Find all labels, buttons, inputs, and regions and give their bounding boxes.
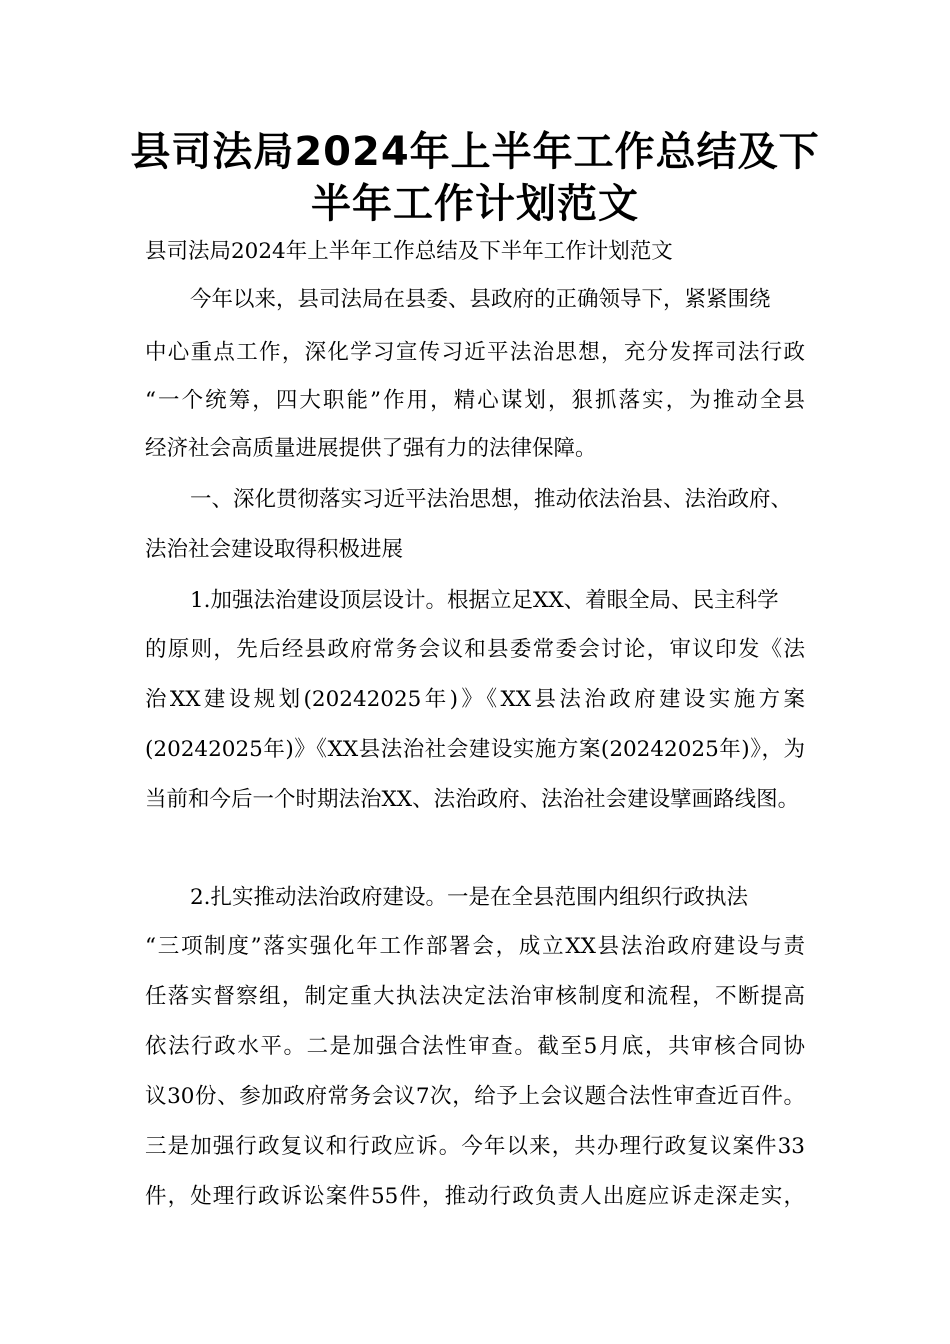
paragraph-line: 当前和今后一个时期法治XX、法治政府、法治社会建设擘画路线图。 (145, 787, 800, 812)
document-title-line-1: 县司法局2024年上半年工作总结及下 (130, 129, 820, 175)
paragraph-line: 治XX建设规划(20242025年)》《XX县法治政府建设实施方案 (145, 687, 805, 712)
paragraph-line: 依法行政水平。二是加强合法性审查。截至5月底，共审核合同协 (145, 1034, 805, 1059)
paragraph-line: (20242025年)》《XX县法治社会建设实施方案(20242025年)》，为 (145, 737, 805, 762)
paragraph-line: 议30份、参加政府常务会议7次，给予上会议题合法性审查近百件。 (145, 1084, 805, 1109)
section-heading-line: 一、深化贯彻落实习近平法治思想，推动依法治县、法治政府、 (190, 487, 793, 512)
paragraph-line: 的原则，先后经县政府常务会议和县委常委会讨论，审议印发《法 (145, 637, 805, 662)
paragraph-line: “三项制度”落实强化年工作部署会，成立XX县法治政府建设与责 (145, 934, 805, 959)
paragraph-line: 经济社会高质量进展提供了强有力的法律保障。 (145, 436, 597, 461)
paragraph-line: 1.加强法治建设顶层设计。根据立足XX、着眼全局、民主科学 (190, 588, 779, 613)
paragraph-line: “一个统筹，四大职能”作用，精心谋划，狠抓落实，为推动全县 (145, 388, 805, 413)
document-title-line-2: 半年工作计划范文 (311, 181, 639, 227)
section-heading-line: 法治社会建设取得积极进展 (145, 537, 404, 562)
paragraph-line: 件，处理行政诉讼案件55件，推动行政负责人出庭应诉走深走实， (145, 1184, 805, 1209)
paragraph-line: 2.扎实推动法治政府建设。一是在全县范围内组织行政执法 (190, 885, 749, 910)
paragraph-line: 今年以来，县司法局在县委、县政府的正确领导下，紧紧围绕 (190, 287, 771, 312)
paragraph-line: 三是加强行政复议和行政应诉。今年以来，共办理行政复议案件33 (145, 1134, 805, 1159)
paragraph-line: 任落实督察组，制定重大执法决定法治审核制度和流程，不断提高 (145, 984, 805, 1009)
subtitle-line: 县司法局2024年上半年工作总结及下半年工作计划范文 (145, 239, 673, 264)
paragraph-line: 中心重点工作，深化学习宣传习近平法治思想，充分发挥司法行政 (145, 340, 805, 365)
